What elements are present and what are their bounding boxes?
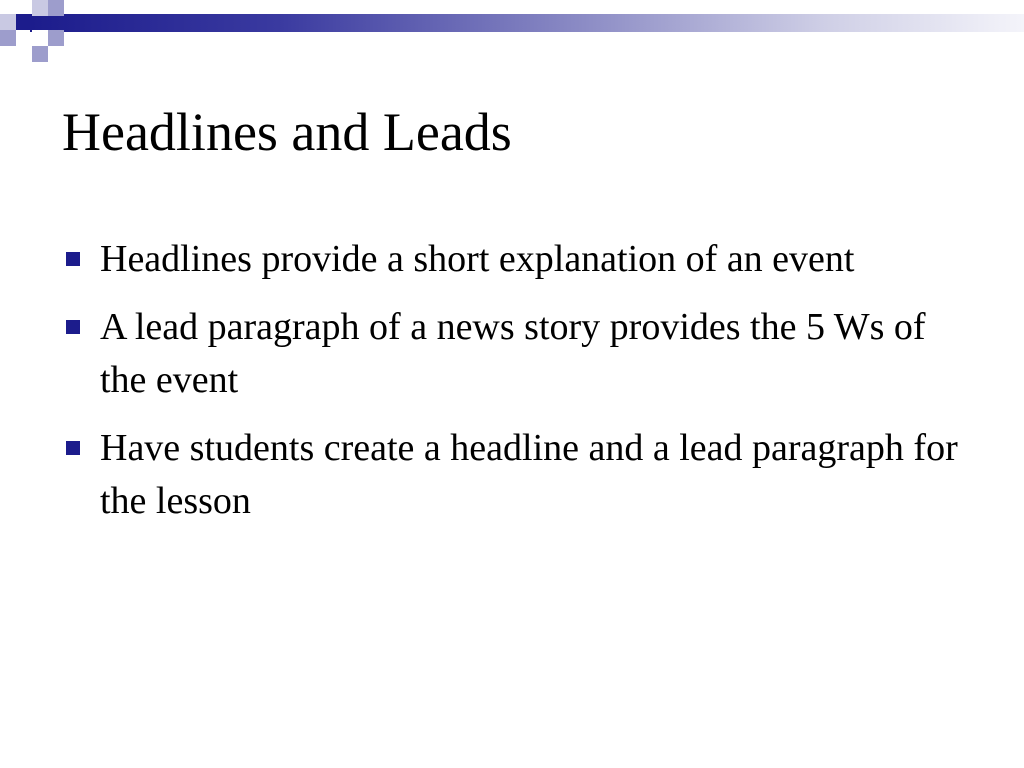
header-gradient-bar <box>30 14 1024 32</box>
corner-square-decoration <box>16 14 32 30</box>
bullet-text: Have students create a headline and a lead paragraph for the lesson <box>100 427 958 522</box>
bullet-text: A lead paragraph of a news story provides the 5 Ws of the event <box>100 306 926 401</box>
corner-square-decoration <box>0 14 16 30</box>
corner-square-decoration <box>48 0 64 16</box>
square-bullet-icon <box>66 252 80 266</box>
corner-square-decoration <box>32 30 48 46</box>
square-bullet-icon <box>66 320 80 334</box>
corner-square-decoration <box>0 30 16 46</box>
corner-square-decoration <box>32 46 48 62</box>
bullet-item <box>62 233 962 286</box>
bullet-text: Headlines provide a short explanation of an event <box>100 238 855 280</box>
slide-title: Headlines and Leads <box>62 102 512 162</box>
corner-square-decoration <box>48 30 64 46</box>
bullet-list <box>62 233 962 543</box>
bullet-item <box>62 301 962 407</box>
bullet-item <box>62 422 962 528</box>
square-bullet-icon <box>66 441 80 455</box>
corner-square-decoration <box>32 0 48 16</box>
